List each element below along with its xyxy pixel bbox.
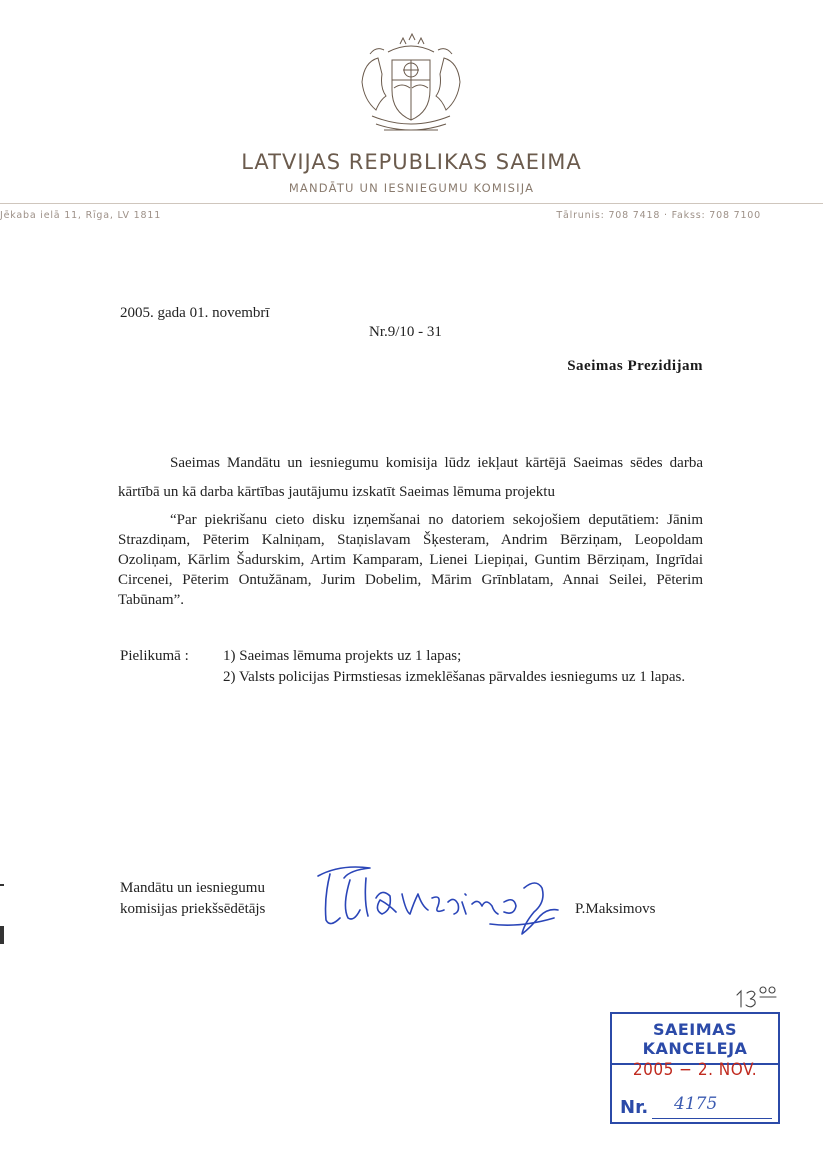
scan-edge-mark — [0, 926, 4, 944]
attachment-item: 1) Saeimas lēmuma projekts uz 1 lapas; — [223, 648, 462, 664]
stamp-date: 2005 − 2. NOV. — [632, 1060, 758, 1080]
stamp-number-line — [652, 1118, 772, 1119]
handwritten-time-note — [733, 983, 783, 1013]
stamp-number-value: 4175 — [674, 1094, 718, 1114]
attachments-list — [223, 646, 703, 688]
attachments-label: Pielikumā : — [120, 648, 189, 664]
signatory-title-line: komisijas priekšsēdētājs — [120, 901, 266, 917]
handwritten-signature — [310, 858, 565, 938]
signatory-name: P.Maksimovs — [575, 901, 656, 917]
commission-subtitle: MANDĀTU UN IESNIEGUMU KOMISIJA — [288, 181, 535, 195]
signatory-title — [120, 878, 265, 920]
stamp-number-label: Nr. — [620, 1097, 649, 1118]
attachment-item: 2) Valsts policijas Pirmstiesas izmeklēšanas pārvaldes iesniegums uz 1 lapas. — [223, 669, 686, 685]
contact-line: Tālrunis: 708 7418 · Fakss: 708 7100 — [556, 210, 761, 221]
scan-edge-mark — [0, 884, 4, 886]
address-line: Jēkaba ielā 11, Rīga, LV 1811 — [0, 210, 162, 221]
coat-of-arms-icon — [348, 30, 474, 138]
letter-quote: “Par piekrišanu cieto disku izņemšanai no datoriem sekojošiem deputātiem: Jānim Strazdiņam, Pēterim Kalniņam, Staņislavam Šķesteram, Andrim Bērziņam, Leopoldam Ozoliņam, Kārlim Šadurskim, Artim Kamparam, Lienei Liepiņai, Guntim Bērziņam, Ingrīdai Circenei, Pēterim Ontužānam, Jurim Dobelim, Mārim Grīnblatam, Annai Seilei, Pēterim Tabūnam”. — [118, 512, 703, 608]
organization-title: LATVIJAS REPUBLIKAS SAEIMA — [241, 150, 582, 174]
letter-recipient: Saeimas Prezidijam — [567, 358, 703, 374]
registration-stamp — [610, 1012, 780, 1124]
letter-number: Nr.9/10 - 31 — [369, 324, 442, 340]
letter-paragraph: Saeimas Mandātu un iesniegumu komisija lūdz iekļaut kārtējā Saeimas sēdes darba kārtībā un kā darba kārtības jautājumu izskatīt Saeimas lēmuma projektu — [118, 455, 703, 500]
letterhead-divider — [0, 203, 823, 204]
stamp-title: SAEIMAS KANCELEJA — [612, 1020, 778, 1065]
letter-date: 2005. gada 01. novembrī — [120, 305, 270, 321]
signatory-title-line: Mandātu un iesniegumu — [120, 880, 265, 896]
